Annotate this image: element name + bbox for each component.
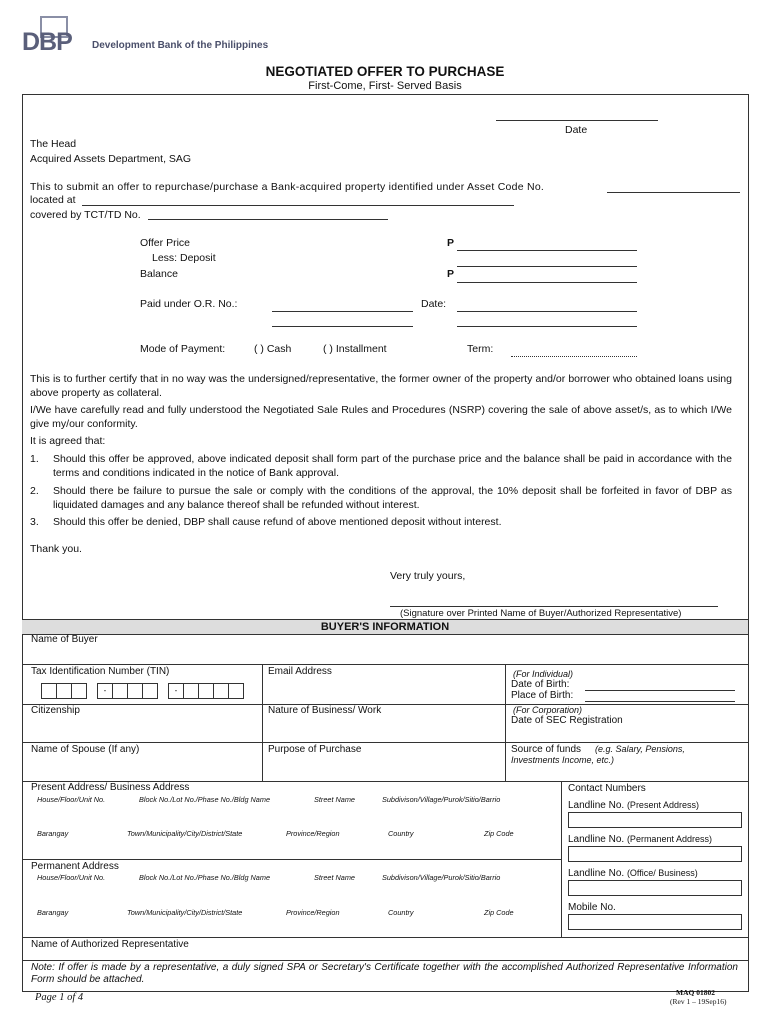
signature-line[interactable] xyxy=(390,606,718,607)
tin-box[interactable] xyxy=(198,683,214,699)
date-of-birth-label: Date of Birth: xyxy=(511,679,570,690)
mobile-label: Mobile No. xyxy=(568,902,616,913)
for-corporation-label: (For Corporation) xyxy=(513,705,583,715)
mobile-input[interactable] xyxy=(568,914,742,930)
or-number-line-2[interactable] xyxy=(272,326,413,327)
addr-col: Block No./Lot No./Phase No./Bldg Name xyxy=(139,795,271,804)
landline-permanent-input[interactable] xyxy=(568,846,742,862)
item-number: 3. xyxy=(30,516,39,528)
form-subtitle: First-Come, First- Served Basis xyxy=(308,80,462,92)
or-date-line-2[interactable] xyxy=(457,326,637,327)
cash-checkbox[interactable]: ( ) Cash xyxy=(254,343,292,355)
location-line[interactable] xyxy=(82,205,514,206)
or-date-line[interactable] xyxy=(457,311,637,312)
offer-price-line[interactable] xyxy=(457,250,637,251)
form-title: NEGOTIATED OFFER TO PURCHASE xyxy=(265,64,505,79)
addr-col: Street Name xyxy=(314,795,355,804)
permanent-address-label: Permanent Address xyxy=(31,861,119,872)
agreement-item: Should there be failure to pursue the sale or comply with the conditions of the approval, the 10% deposit shall be forfeited in favor of DBP as liquidated damages and any balance thereof shall be refunded without interest. xyxy=(53,485,732,511)
landline-label: Landline No. xyxy=(568,868,625,879)
spouse-label: Name of Spouse (If any) xyxy=(31,744,140,755)
mode-of-payment-label: Mode of Payment: xyxy=(140,343,226,355)
authorized-rep-label: Name of Authorized Representative xyxy=(31,939,189,950)
asset-code-line[interactable] xyxy=(607,192,740,193)
row-divider xyxy=(22,859,562,860)
email-label: Email Address xyxy=(268,666,332,677)
offer-price-label: Offer Price xyxy=(140,237,190,249)
addr-col: Town/Municipality/City/District/State xyxy=(127,829,243,838)
tin-box[interactable] xyxy=(41,683,57,699)
revision: (Rev 1 – 19Sep16) xyxy=(670,997,727,1006)
for-individual-label: (For Individual) xyxy=(513,669,574,679)
landline-sub: (Office/ Business) xyxy=(626,868,698,878)
term-line[interactable] xyxy=(511,356,637,357)
addr-col: Town/Municipality/City/District/State xyxy=(127,908,243,917)
date-label: Date xyxy=(565,124,588,136)
term-label: Term: xyxy=(467,343,494,355)
nature-of-business-label: Nature of Business/ Work xyxy=(268,705,382,716)
tin-box[interactable] xyxy=(112,683,128,699)
date-label-2: Date: xyxy=(421,298,447,310)
landline-present-label xyxy=(568,800,699,811)
landline-label: Landline No. xyxy=(568,800,625,811)
addr-col: Country xyxy=(388,829,414,838)
tin-box[interactable] xyxy=(183,683,199,699)
row-divider xyxy=(22,664,748,665)
citizenship-label: Citizenship xyxy=(31,705,80,716)
tin-box[interactable] xyxy=(127,683,143,699)
page-number: Page 1 of 4 xyxy=(35,992,84,1003)
addr-col: Zip Code xyxy=(484,908,514,917)
peso-sign: P xyxy=(447,268,455,280)
place-of-birth-line[interactable] xyxy=(585,701,735,702)
addr-col: Province/Region xyxy=(286,829,340,838)
certify-paragraph: This is to further certify that in no way was the undersigned/representative, the former owner of the property and/or borrower who obtained loans using above property as collateral. xyxy=(30,373,732,399)
deposit-line[interactable] xyxy=(457,266,637,267)
agreement-item: Should this offer be approved, above indicated deposit shall form part of the purchase price and the balance shall be paid in accordance with the terms and conditions indicated in the notice of Bank approval. xyxy=(53,453,732,479)
tin-box[interactable] xyxy=(71,683,87,699)
addr-col: Subdivison/Village/Purok/Sitio/Barrio xyxy=(382,873,501,882)
located-label: located at xyxy=(30,194,76,206)
tin-label: Tax Identification Number (TIN) xyxy=(31,666,170,677)
landline-office-input[interactable] xyxy=(568,880,742,896)
row-divider xyxy=(22,960,748,961)
date-of-birth-line[interactable] xyxy=(585,690,735,691)
source-of-funds-label: Source of funds xyxy=(511,744,582,755)
closing: Very truly yours, xyxy=(390,570,466,582)
agreed-label: It is agreed that: xyxy=(30,435,106,447)
balance-line[interactable] xyxy=(457,282,637,283)
logo-text: DBP xyxy=(22,28,72,56)
present-address-label: Present Address/ Business Address xyxy=(31,782,190,793)
tin-box[interactable] xyxy=(142,683,158,699)
addr-col: Country xyxy=(388,908,414,917)
covered-label: covered by TCT/TD No. xyxy=(30,209,141,221)
landline-present-input[interactable] xyxy=(568,812,742,828)
tin-box[interactable] xyxy=(213,683,229,699)
installment-checkbox[interactable]: ( ) Installment xyxy=(323,343,387,355)
purpose-label: Purpose of Purchase xyxy=(268,744,362,755)
section-header: BUYER'S INFORMATION xyxy=(22,619,748,635)
addr-col: Province/Region xyxy=(286,908,340,917)
less-deposit-label: Less: Deposit xyxy=(152,252,216,264)
tin-box[interactable] xyxy=(56,683,72,699)
column-divider xyxy=(505,664,506,781)
contact-numbers-label: Contact Numbers xyxy=(568,783,646,794)
row-divider xyxy=(22,937,748,938)
thank-you: Thank you. xyxy=(30,543,82,555)
addr-col: Street Name xyxy=(314,873,355,882)
addr-col: Barangay xyxy=(37,829,69,838)
tct-line[interactable] xyxy=(148,219,388,220)
addr-col: House/Floor/Unit No. xyxy=(37,795,106,804)
addr-col: Subdivison/Village/Purok/Sitio/Barrio xyxy=(382,795,501,804)
intro-text: This to submit an offer to repurchase/purchase a Bank-acquired property identified under Asset Code No. xyxy=(30,181,545,193)
row-divider xyxy=(22,742,748,743)
recipient-line2: Acquired Assets Department, SAG xyxy=(30,153,192,165)
addr-col: Zip Code xyxy=(484,829,514,838)
peso-sign: P xyxy=(447,237,455,249)
source-example: (e.g. Salary, Pensions, Investments Income, etc.) xyxy=(511,744,685,765)
bank-name: Development Bank of the Philippines xyxy=(92,40,269,51)
recipient-line1: The Head xyxy=(30,138,77,150)
or-number-line[interactable] xyxy=(272,311,413,312)
form-code: MAQ 01802 xyxy=(676,988,715,997)
column-divider xyxy=(262,664,263,781)
item-number: 1. xyxy=(30,453,39,465)
agreement-item: Should this offer be denied, DBP shall cause refund of above mentioned deposit without interest. xyxy=(53,516,502,528)
paid-under-label: Paid under O.R. No.: xyxy=(140,298,238,310)
name-of-buyer-label: Name of Buyer xyxy=(31,634,98,645)
place-of-birth-label: Place of Birth: xyxy=(511,690,574,701)
landline-sub: (Present Address) xyxy=(626,800,699,810)
landline-sub: (Permanent Address) xyxy=(626,834,712,844)
landline-permanent-label xyxy=(568,834,712,845)
landline-label: Landline No. xyxy=(568,834,625,845)
date-line[interactable] xyxy=(496,120,658,121)
sec-registration-label: Date of SEC Registration xyxy=(511,715,623,726)
addr-col: House/Floor/Unit No. xyxy=(37,873,106,882)
tin-box: - xyxy=(168,683,184,699)
balance-label: Balance xyxy=(140,268,178,280)
item-number: 2. xyxy=(30,485,39,497)
tin-box: - xyxy=(97,683,113,699)
read-understood-paragraph: I/We have carefully read and fully understood the Negotiated Sale Rules and Procedures (NSRP) covering the sale of above asset/s, as to which I/We give my/our conformity. xyxy=(30,404,732,430)
tin-box[interactable] xyxy=(228,683,244,699)
landline-office-label xyxy=(568,868,698,879)
row-divider xyxy=(22,704,748,705)
addr-col: Block No./Lot No./Phase No./Bldg Name xyxy=(139,873,271,882)
signature-label: (Signature over Printed Name of Buyer/Authorized Representative) xyxy=(400,608,682,619)
note-text: Note: If offer is made by a representative, a duly signed SPA or Secretary's Certificate together with the accomplished Authorized Representative Information Form should be attached. xyxy=(31,962,738,985)
addr-col: Barangay xyxy=(37,908,69,917)
